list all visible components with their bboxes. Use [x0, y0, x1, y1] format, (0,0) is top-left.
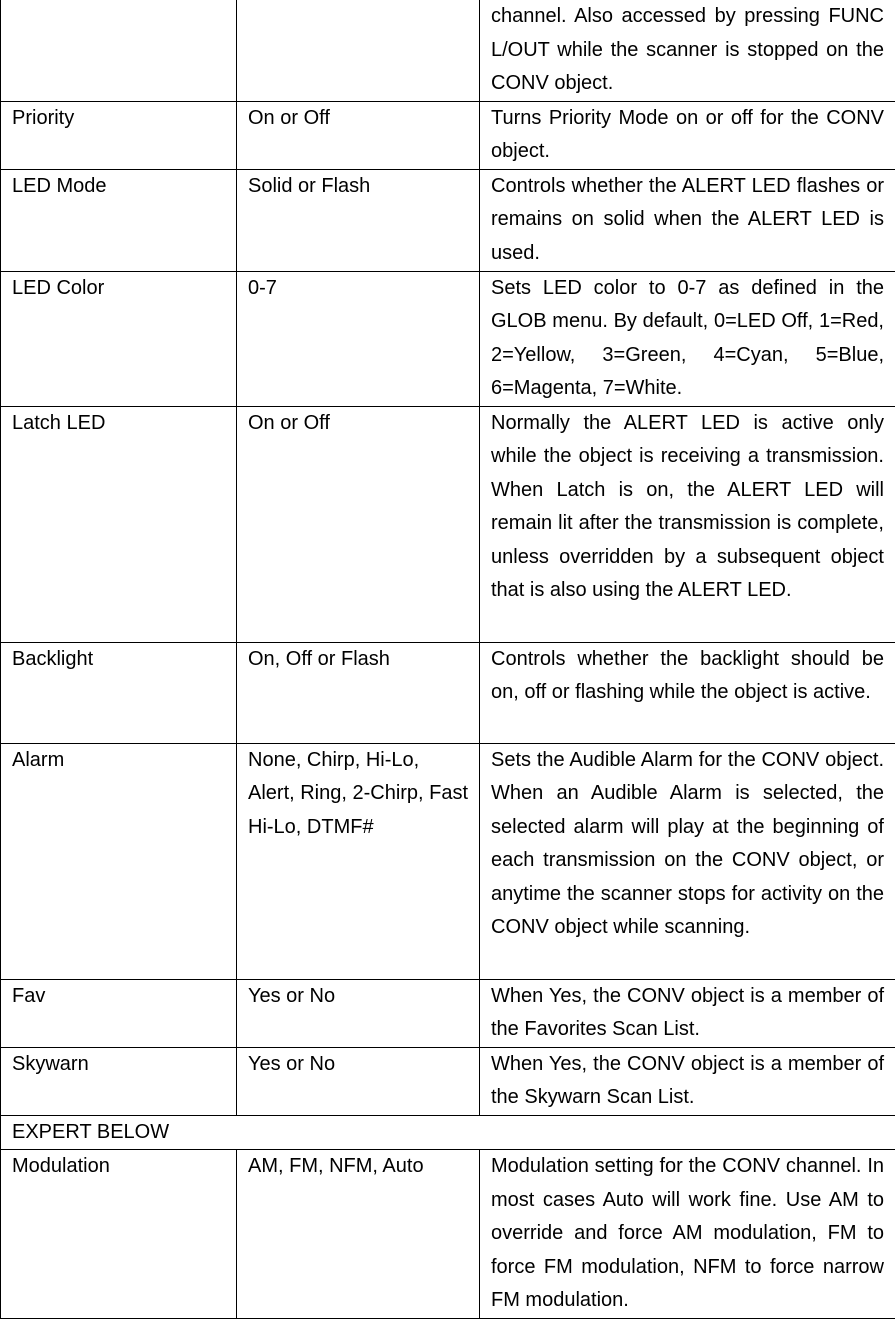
setting-values: Yes or No [237, 1047, 480, 1115]
table-row [1, 169, 895, 271]
setting-name: Latch LED [1, 406, 237, 642]
setting-description: Sets the Audible Alarm for the CONV object. When an Audible Alarm is selected, the selected alarm will play at the beginning of each transmission on the CONV object, or anytime the scanner stops for activity on the CONV object while scanning. [480, 743, 895, 979]
setting-description: Normally the ALERT LED is active only while the object is receiving a transmission. When Latch is on, the ALERT LED will remain lit after the transmission is complete, unless overridden by a subsequent object that is also using the ALERT LED. [480, 406, 895, 642]
setting-name [1, 0, 237, 101]
table-row [1, 743, 895, 979]
setting-name: Modulation [1, 1150, 237, 1319]
setting-description: When Yes, the CONV object is a member of the Favorites Scan List. [480, 979, 895, 1047]
setting-description: Modulation setting for the CONV channel. In most cases Auto will work fine. Use AM to override and force AM modulation, FM to force FM modulation, NFM to force narrow FM modulation. [480, 1150, 895, 1319]
table-row [1, 1150, 895, 1319]
setting-description: Turns Priority Mode on or off for the CONV object. [480, 101, 895, 169]
setting-values: 0-7 [237, 271, 480, 406]
setting-values: Yes or No [237, 979, 480, 1047]
table-row [1, 642, 895, 743]
setting-name: Alarm [1, 743, 237, 979]
setting-description: When Yes, the CONV object is a member of the Skywarn Scan List. [480, 1047, 895, 1115]
table-row [1, 101, 895, 169]
setting-name: LED Mode [1, 169, 237, 271]
setting-name: Fav [1, 979, 237, 1047]
setting-description: Sets LED color to 0-7 as defined in the GLOB menu. By default, 0=LED Off, 1=Red, 2=Yellow, 3=Green, 4=Cyan, 5=Blue, 6=Magenta, 7=White. [480, 271, 895, 406]
setting-name: LED Color [1, 271, 237, 406]
setting-values: On or Off [237, 406, 480, 642]
setting-description: Controls whether the ALERT LED flashes or remains on solid when the ALERT LED is used. [480, 169, 895, 271]
table-row [1, 1047, 895, 1115]
setting-values: None, Chirp, Hi-Lo, Alert, Ring, 2-Chirp, Fast Hi-Lo, DTMF# [237, 743, 480, 979]
table-row [1, 406, 895, 642]
setting-description: channel. Also accessed by pressing FUNC L/OUT while the scanner is stopped on the CONV object. [480, 0, 895, 101]
setting-description: Controls whether the backlight should be on, off or flashing while the object is active. [480, 642, 895, 743]
setting-name: Priority [1, 101, 237, 169]
table-row [1, 271, 895, 406]
setting-values [237, 0, 480, 101]
setting-values: AM, FM, NFM, Auto [237, 1150, 480, 1319]
setting-values: On or Off [237, 101, 480, 169]
setting-name: Skywarn [1, 1047, 237, 1115]
section-row [1, 1115, 895, 1150]
table-row [1, 979, 895, 1047]
setting-values: On, Off or Flash [237, 642, 480, 743]
table-row [1, 0, 895, 101]
setting-name: Backlight [1, 642, 237, 743]
setting-values: Solid or Flash [237, 169, 480, 271]
section-heading: EXPERT BELOW [1, 1115, 895, 1150]
